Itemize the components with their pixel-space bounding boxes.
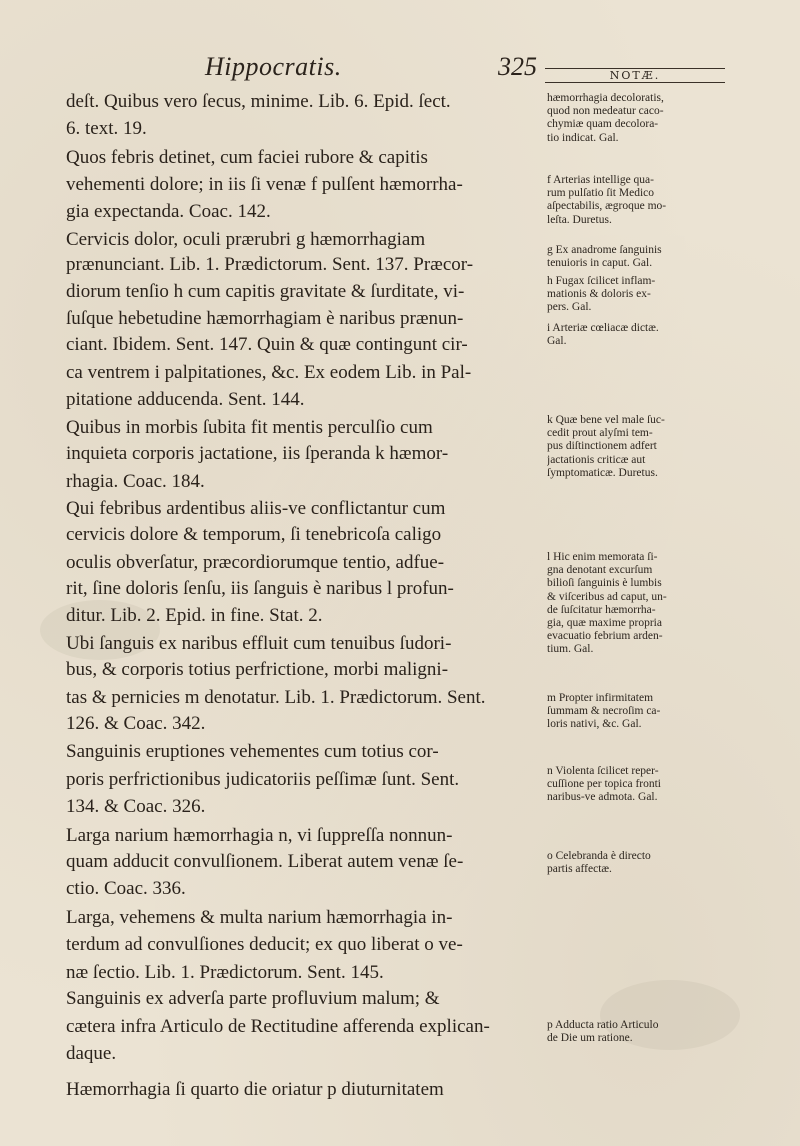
text-line: ditur. Lib. 2. Epid. in fine. Stat. 2.	[66, 605, 323, 626]
note-line: quod non medeatur caco-	[547, 105, 664, 118]
note-line: ſymptomaticæ. Duretus.	[547, 466, 658, 479]
note-line: rum pulſatio ſit Medico	[547, 187, 654, 200]
text-line: cætera infra Articulo de Rectitudine afferenda explican-	[66, 1016, 490, 1037]
text-line: ſuſque hebetudine hæmorrhagiam è naribus prænun-	[66, 308, 464, 329]
text-line: gia expectanda. Coac. 142.	[66, 201, 271, 222]
marginal-note	[547, 322, 737, 348]
note-line: pers. Gal.	[547, 301, 592, 314]
note-line: hæmorrhagia decoloratis,	[547, 92, 664, 104]
note-line: o Celebranda è directo	[547, 850, 651, 862]
text-line: quam adducit convulſionem. Liberat autem venæ ſe-	[66, 851, 464, 872]
text-line: ca ventrem i palpitationes, &c. Ex eodem Lib. in Pal-	[66, 362, 472, 383]
note-line: aſpectabilis, ægroque mo-	[547, 200, 667, 213]
text-line: Quibus in morbis ſubita fit mentis perculſio cum	[66, 417, 433, 438]
note-line: jactationis criticæ aut	[547, 453, 646, 466]
text-line: 126. & Coac. 342.	[66, 713, 206, 734]
note-line: & viſceribus ad caput, un-	[547, 590, 667, 603]
note-line: de Die um ratione.	[547, 1032, 633, 1045]
marginal-note	[547, 850, 737, 876]
marginal-note	[547, 275, 737, 315]
text-line: Cervicis dolor, oculi prærubri g hæmorrhagiam	[66, 229, 426, 250]
note-line: cuſſione per topica fronti	[547, 778, 662, 791]
note-line: bilioſi ſanguinis è lumbis	[547, 577, 662, 590]
note-line: l Hic enim memorata ſi-	[547, 551, 658, 563]
note-line: cedit prout alyſmi tem-	[547, 427, 653, 440]
marginal-note	[547, 414, 737, 480]
marginal-note	[547, 765, 737, 805]
note-line: chymiæ quam decolora-	[547, 118, 659, 131]
note-line: gia, quæ maxime propria	[547, 617, 662, 630]
note-line: evacuatio febrium arden-	[547, 630, 663, 643]
text-line: Sanguinis eruptiones vehementes cum totius cor-	[66, 741, 439, 762]
note-line: f Arterias intellige qua-	[547, 174, 654, 186]
text-line: poris perfrictionibus judicatoriis peſſimæ ſunt. Sent.	[66, 769, 460, 790]
text-line: Qui febribus ardentibus aliis-ve conflictantur cum	[66, 498, 446, 519]
note-line: mationis & doloris ex-	[547, 288, 651, 301]
note-line: tio indicat. Gal.	[547, 131, 619, 144]
marginal-note	[547, 1019, 737, 1045]
marginal-note	[547, 244, 737, 270]
text-line: diorum tenſio h cum capitis gravitate & ſurditate, vi-	[66, 281, 465, 302]
text-line: terdum ad convulſiones deducit; ex quo liberat o ve-	[66, 934, 463, 955]
note-line: n Violenta ſcilicet reper-	[547, 765, 659, 777]
note-line: g Ex anadrome ſanguinis	[547, 244, 662, 256]
text-line: bus, & corporis totius perfrictione, morbi maligni-	[66, 659, 449, 680]
note-line: ſummam & necroſim ca-	[547, 705, 661, 718]
note-line: m Propter infirmitatem	[547, 692, 654, 704]
text-line: ctio. Coac. 336.	[66, 878, 186, 899]
note-line: pus diſtinctionem adfert	[547, 440, 657, 453]
note-line: tium. Gal.	[547, 643, 594, 656]
page-number: 325	[498, 52, 537, 81]
text-line: Quos febris detinet, cum faciei rubore & capitis	[66, 147, 428, 168]
text-line: 134. & Coac. 326.	[66, 796, 206, 817]
note-line: loris nativi, &c. Gal.	[547, 718, 642, 731]
text-line: rit, ſine doloris ſenſu, iis ſanguis è naribus l profun-	[66, 578, 454, 599]
marginal-note	[547, 551, 737, 657]
text-line: tas & pernicies m denotatur. Lib. 1. Prædictorum. Sent.	[66, 687, 486, 708]
text-line: daque.	[66, 1043, 117, 1064]
text-line: prænunciant. Lib. 1. Prædictorum. Sent. 137. Præcor-	[66, 254, 474, 275]
page-header	[0, 48, 800, 88]
note-line: Gal.	[547, 335, 567, 348]
text-line: pitatione adducenda. Sent. 144.	[66, 389, 305, 410]
running-title: Hippocratis.	[205, 52, 342, 81]
text-line: Ubi ſanguis ex naribus effluit cum tenuibus ſudori-	[66, 633, 452, 654]
text-line: deſt. Quibus vero ſecus, minime. Lib. 6. Epid. ſect.	[66, 91, 451, 112]
text-line: oculis obverſatur, præcordiorumque tentio, adfue-	[66, 552, 445, 573]
note-line: i Arteriæ cœliacæ dictæ.	[547, 322, 659, 334]
notes-heading: NOTÆ.	[545, 68, 725, 83]
text-line: vehementi dolore; in iis ſi venæ f pulſent hæmorrha-	[66, 174, 463, 195]
marginal-note	[547, 174, 737, 227]
note-line: gna denotant excurſum	[547, 564, 653, 577]
note-line: leſta. Duretus.	[547, 213, 612, 226]
text-line: Hæmorrhagia ſi quarto die oriatur p diuturnitatem	[66, 1079, 444, 1100]
text-line: Larga narium hæmorrhagia n, vi ſuppreſſa nonnun-	[66, 825, 453, 846]
text-line: 6. text. 19.	[66, 118, 147, 139]
note-line: p Adducta ratio Articulo	[547, 1019, 659, 1031]
note-line: k Quæ bene vel male ſuc-	[547, 414, 665, 426]
text-line: ciant. Ibidem. Sent. 147. Quin & quæ contingunt cir-	[66, 334, 468, 355]
text-line: rhagia. Coac. 184.	[66, 471, 205, 492]
marginal-note	[547, 692, 737, 732]
marginal-note	[547, 92, 737, 145]
text-line: næ ſectio. Lib. 1. Prædictorum. Sent. 145.	[66, 962, 384, 983]
note-line: partis affectæ.	[547, 863, 612, 876]
text-line: cervicis dolore & temporum, ſi tenebricoſa caligo	[66, 524, 442, 545]
text-line: Larga, vehemens & multa narium hæmorrhagia in-	[66, 907, 453, 928]
note-line: tenuioris in caput. Gal.	[547, 257, 653, 270]
note-line: naribus-ve admota. Gal.	[547, 791, 658, 804]
note-line: h Fugax ſcilicet inflam-	[547, 275, 656, 287]
text-line: Sanguinis ex adverſa parte profluvium malum; &	[66, 988, 440, 1009]
note-line: de ſuſcitatur hæmorrha-	[547, 603, 656, 616]
text-line: inquieta corporis jactatione, iis ſperanda k hæmor-	[66, 443, 449, 464]
